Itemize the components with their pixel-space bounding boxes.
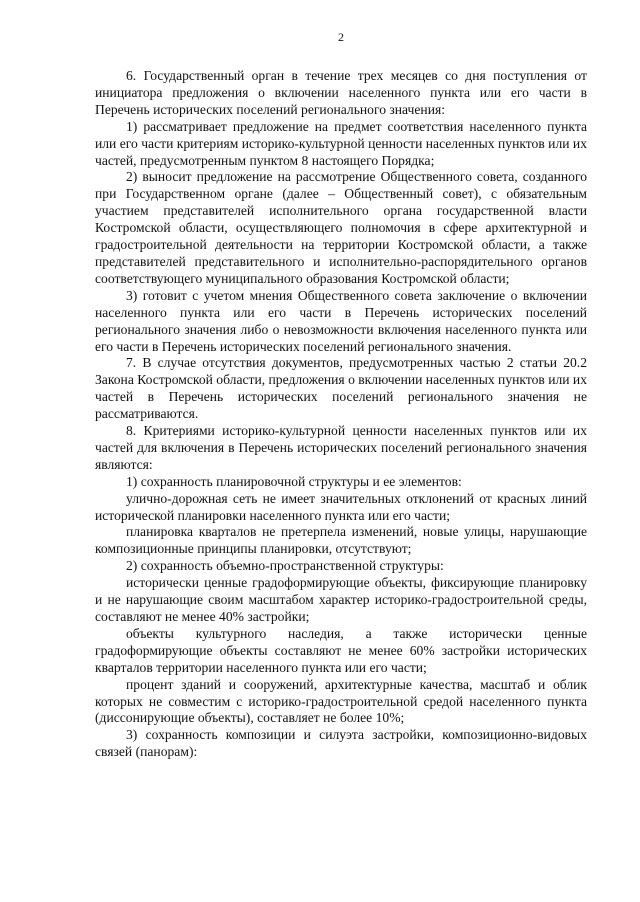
criterion-2-point-c: процент зданий и сооружений, архитектурные качества, масштаб и облик которых не совместим с историко-градостроительной средой населенного пункта (диссонирующие объекты), составляет не более 10%; bbox=[95, 676, 587, 726]
page-number: 2 bbox=[338, 30, 344, 44]
criterion-2-point-b: объекты культурного наследия, а также исторически ценные градоформирующие объекты составляют не менее 60% застройки исторических кварталов территории населенного пункта или его части; bbox=[95, 625, 587, 675]
criterion-1-heading: 1) сохранность планировочной структуры и ее элементов: bbox=[126, 473, 462, 489]
criterion-2-heading: 2) сохранность объемно-пространственной структуры: bbox=[126, 558, 444, 574]
paragraph-8: 8. Критериями историко-культурной ценности населенных пунктов или их частей для включения в Перечень исторических поселений регионального значения являются: bbox=[95, 423, 587, 472]
criterion-2-point-a: исторически ценные градоформирующие объекты, фиксирующие планировку и не нарушающие своим масштабом характер историко-градостроительной среды, составляют не менее 40% застройки; bbox=[95, 575, 587, 624]
paragraph-6-item-2: 2) выносит предложение на рассмотрение Общественного совета, созданного при Государственном органе (далее – Общественный совет), с обязательным участием представителей исполнительного органа государственной власти Костромской области, осуществляющего полномочия в сфере архитектурной и градостроительной деятельности на территории Костромской области, а также представителей представительного и исполнительно-распорядительного органов соответствующего муниципального образования Костромской области; bbox=[95, 169, 587, 286]
criterion-1-point-a: улично-дорожная сеть не имеет значительных отклонений от красных линий исторической планировки населенного пункта или его части; bbox=[95, 490, 587, 523]
document-page bbox=[95, 30, 587, 761]
paragraph-6-item-1: 1) рассматривает предложение на предмет соответствия населенного пункта или его части критериям историко-культурной ценности населенных пунктов или их частей, предусмотренным пунктом 8 настоящего Порядка; bbox=[95, 118, 587, 168]
paragraph-7: 7. В случае отсутствия документов, предусмотренных частью 2 статьи 20.2 Закона Костромской области, предложения о включении населенных пунктов или их частей в Перечень исторических поселений регионального значения не рассматриваются. bbox=[95, 355, 587, 422]
criterion-1-point-b: планировка кварталов не претерпела изменений, новые улицы, нарушающие композиционные принципы планировки, отсутствуют; bbox=[95, 524, 587, 557]
paragraph-6-item-3: 3) готовит с учетом мнения Общественного совета заключение о включении населенного пункта или его части в Перечень исторических поселений регионального значения либо о невозможности включения населенного пункта или его части в Перечень исторических поселений регионального значения. bbox=[95, 287, 587, 354]
criterion-3-heading: 3) сохранность композиции и силуэта застройки, композиционно-видовых связей (панорам): bbox=[95, 727, 587, 760]
paragraph-6: 6. Государственный орган в течение трех месяцев со дня поступления от инициатора предложения о включении населенного пункта или его части в Перечень исторических поселений регионального значения: bbox=[95, 68, 587, 117]
